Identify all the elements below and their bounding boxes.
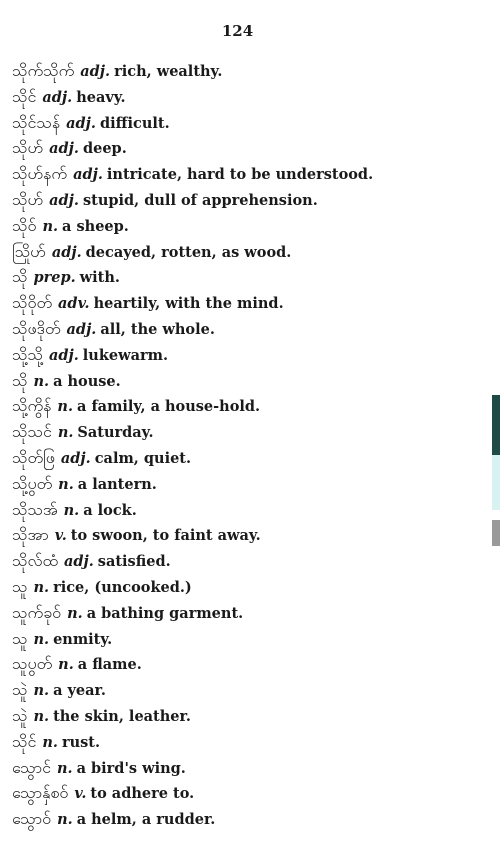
dictionary-entry — [12, 161, 482, 187]
definition: with. — [79, 269, 120, 287]
definition: a bathing garment. — [86, 604, 244, 622]
definition: all, the whole. — [100, 320, 215, 338]
dictionary-entry — [12, 574, 482, 600]
headword: သို့ပွတ် — [12, 473, 53, 493]
part-of-speech: n. — [58, 656, 74, 674]
definition: a family, a house-hold. — [77, 398, 261, 416]
part-of-speech: n. — [42, 733, 58, 751]
headword: သိုဖဒိုတ် — [12, 318, 61, 338]
part-of-speech: n. — [57, 398, 73, 416]
scan-edge-artifact — [492, 520, 500, 546]
definition: a helm, a rudder. — [76, 811, 216, 829]
part-of-speech: adj. — [73, 166, 103, 184]
dictionary-entry — [12, 780, 482, 806]
part-of-speech: adj. — [48, 346, 79, 364]
definition: to adhere to. — [90, 785, 195, 803]
part-of-speech: adj. — [66, 114, 96, 132]
headword: သိုဝိုတ် — [12, 293, 53, 313]
dictionary-entry — [12, 187, 482, 213]
part-of-speech: n. — [33, 372, 50, 390]
definition: a sheep. — [62, 217, 129, 235]
dictionary-entry — [12, 58, 482, 84]
part-of-speech: n. — [63, 501, 80, 519]
part-of-speech: n. — [56, 759, 73, 777]
definition: a lantern. — [77, 475, 157, 493]
definition: intricate, hard to be understood. — [106, 166, 374, 184]
part-of-speech: adj. — [63, 553, 94, 571]
headword: သိုင် — [12, 731, 37, 751]
headword: သိုလ်ထံ — [12, 551, 58, 571]
definition: a bird's wing. — [76, 759, 186, 777]
part-of-speech: adj. — [49, 140, 79, 158]
dictionary-entry — [12, 368, 482, 394]
part-of-speech: n. — [42, 217, 59, 235]
part-of-speech: adj. — [51, 243, 82, 261]
definition: a year. — [53, 682, 106, 700]
headword: သို — [12, 267, 28, 287]
dictionary-entry — [12, 135, 482, 161]
part-of-speech: adj. — [60, 449, 91, 467]
headword: သိုင်သန် — [12, 112, 61, 132]
part-of-speech: adj. — [49, 191, 79, 209]
headword: သူ — [12, 576, 28, 596]
dictionary-entry — [12, 213, 482, 239]
headword: သိုင် — [12, 86, 37, 106]
dictionary-entry — [12, 110, 482, 136]
dictionary-entry — [12, 419, 482, 445]
headword: သိုဟ် — [12, 138, 44, 158]
part-of-speech: adj. — [80, 63, 111, 80]
definition: lukewarm. — [82, 346, 169, 364]
dictionary-entry — [12, 651, 482, 677]
headword: သူ — [12, 628, 28, 648]
headword: သွောဝ် — [12, 809, 52, 829]
part-of-speech: n. — [57, 811, 73, 829]
dictionary-entry — [12, 548, 482, 574]
page-number: 124 — [221, 22, 254, 40]
headword: သိုတ်ဖြ — [12, 447, 55, 467]
headword: သွောနှ်စဝ် — [12, 783, 69, 803]
definition: difficult. — [99, 114, 170, 132]
definition: a lock. — [83, 501, 137, 519]
dictionary-entry — [12, 497, 482, 523]
part-of-speech: v. — [54, 527, 67, 545]
dictionary-entry — [12, 522, 482, 548]
part-of-speech: n. — [33, 682, 50, 700]
part-of-speech: adj. — [66, 320, 97, 338]
dictionary-entry — [12, 393, 482, 419]
dictionary-entry — [12, 239, 482, 265]
dictionary-entry — [12, 290, 482, 316]
headword: သို — [12, 370, 28, 390]
scan-edge-artifact — [492, 395, 500, 455]
definition: satisfied. — [97, 553, 171, 571]
headword: သွောင် — [12, 757, 51, 777]
dictionary-entry — [12, 264, 482, 290]
dictionary-entry — [12, 703, 482, 729]
definition: rust. — [61, 733, 101, 751]
headword: သို့ကွိန် — [12, 396, 52, 416]
headword: သိုအာ — [12, 525, 49, 545]
dictionary-entry — [12, 471, 482, 497]
part-of-speech: adj. — [42, 88, 73, 106]
headword: ဩိုဟ် — [12, 241, 46, 261]
headword: သိုသအ် — [12, 499, 58, 519]
dictionary-entries — [12, 58, 482, 832]
dictionary-entry — [12, 600, 482, 626]
dictionary-entry — [12, 342, 482, 368]
headword: သူဲ — [12, 705, 28, 725]
headword: သိုဟ် — [12, 189, 44, 209]
headword: သူပွတ် — [12, 654, 53, 674]
dictionary-entry — [12, 316, 482, 342]
definition: rich, wealthy. — [114, 63, 223, 80]
definition: the skin, leather. — [53, 707, 191, 725]
part-of-speech: v. — [74, 785, 87, 803]
part-of-speech: prep. — [33, 269, 76, 287]
part-of-speech: n. — [33, 707, 50, 725]
part-of-speech: n. — [67, 604, 83, 622]
definition: to swoon, to faint away. — [70, 527, 261, 545]
dictionary-entry — [12, 806, 482, 832]
dictionary-entry — [12, 626, 482, 652]
part-of-speech: n. — [57, 424, 74, 442]
headword: သိုဟ်နက် — [12, 164, 68, 184]
definition: a flame. — [77, 656, 142, 674]
part-of-speech: n. — [33, 630, 50, 648]
headword: သူက်ခုဝ် — [12, 602, 62, 622]
definition: Saturday. — [77, 424, 154, 442]
headword: သိုက်သိုက် — [12, 61, 75, 80]
dictionary-entry — [12, 729, 482, 755]
definition: heavy. — [76, 88, 126, 106]
part-of-speech: n. — [58, 475, 74, 493]
scan-edge-artifact — [492, 455, 500, 510]
headword: သို့သို့ — [12, 344, 43, 364]
definition: rice, (uncooked.) — [53, 578, 192, 596]
dictionary-entry — [12, 677, 482, 703]
dictionary-entry — [12, 445, 482, 471]
definition: decayed, rotten, as wood. — [85, 243, 292, 261]
dictionary-entry — [12, 84, 482, 110]
headword: သိုသင် — [12, 422, 52, 442]
definition: stupid, dull of apprehension. — [82, 191, 318, 209]
headword: သူဲ — [12, 680, 28, 700]
dictionary-entry — [12, 755, 482, 781]
part-of-speech: n. — [33, 578, 50, 596]
definition: heartily, with the mind. — [93, 295, 284, 313]
definition: deep. — [82, 140, 127, 158]
definition: calm, quiet. — [94, 449, 192, 467]
headword: သိုဝ် — [12, 215, 37, 235]
definition: a house. — [53, 372, 121, 390]
part-of-speech: adv. — [58, 295, 90, 313]
definition: enmity. — [53, 630, 113, 648]
